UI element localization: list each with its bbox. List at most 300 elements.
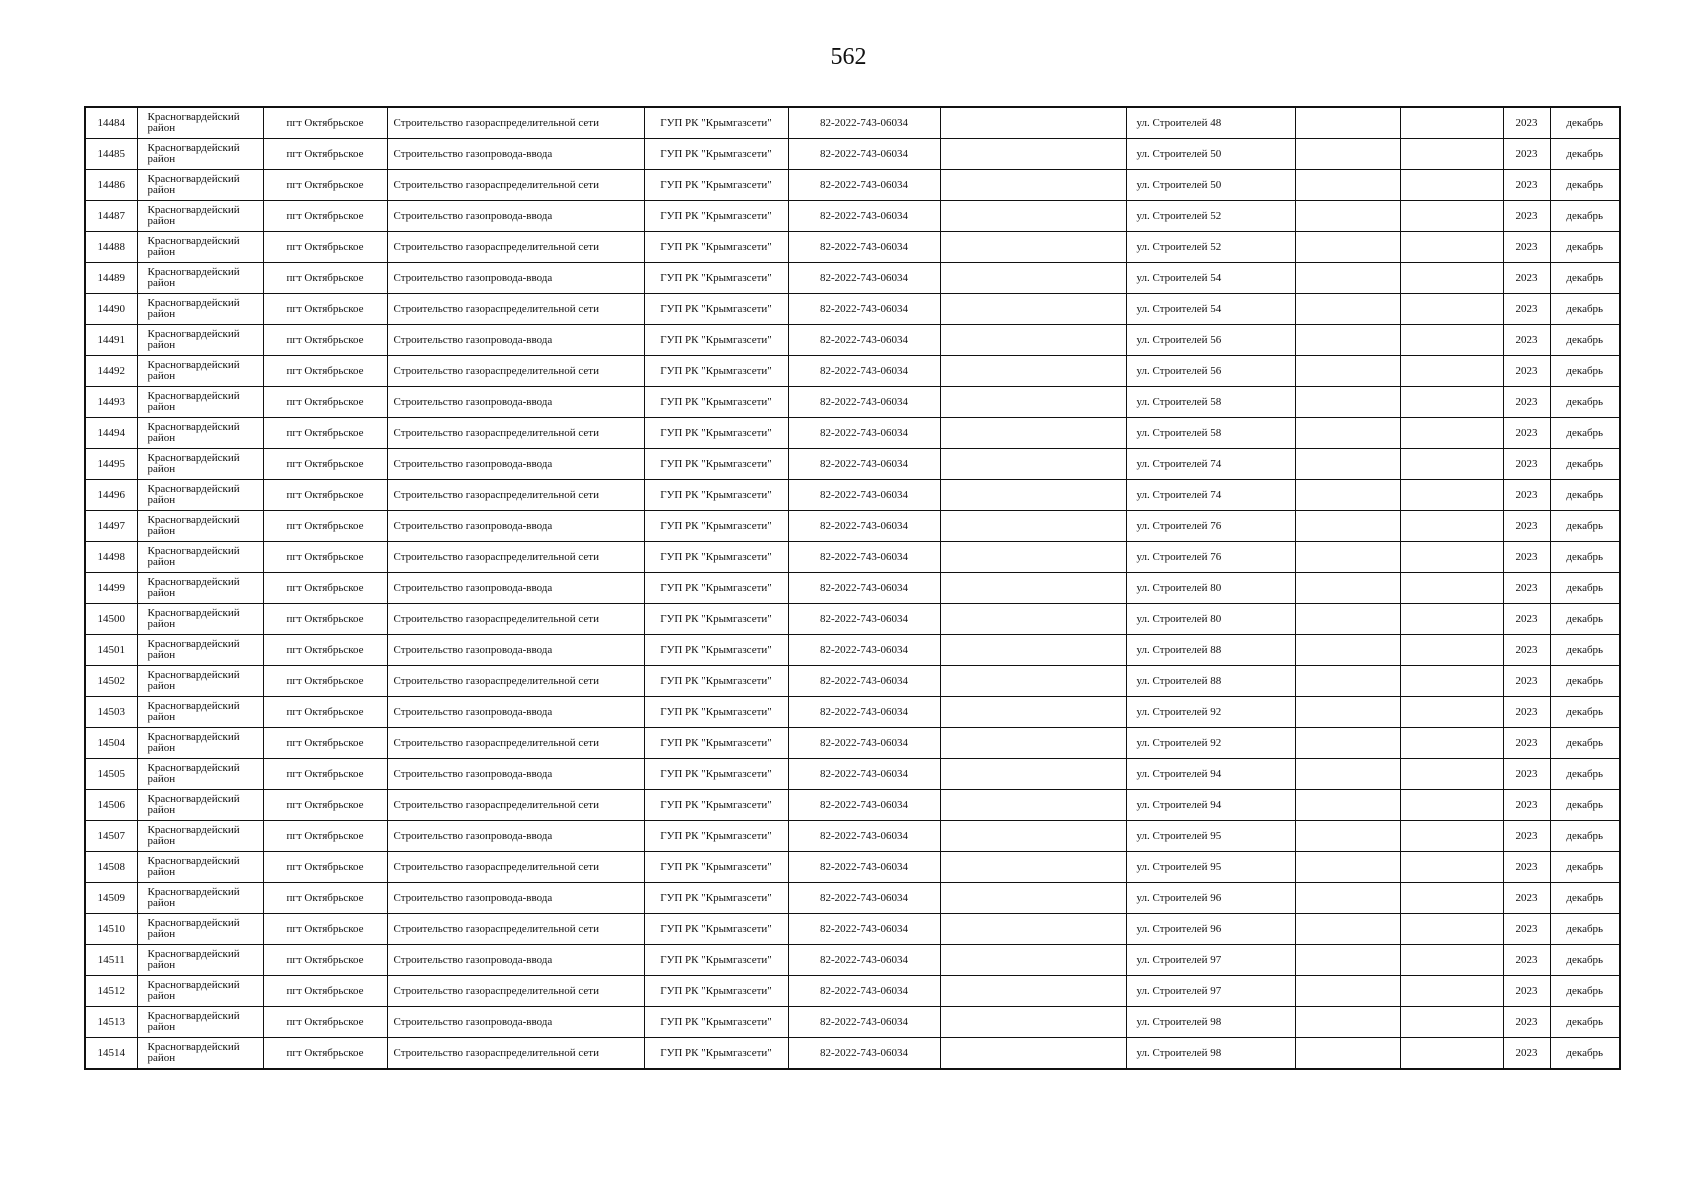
month: декабрь (1550, 511, 1620, 542)
month: декабрь (1550, 139, 1620, 170)
month: декабрь (1550, 666, 1620, 697)
street-address: ул. Строителей 54 (1126, 294, 1295, 325)
month: декабрь (1550, 449, 1620, 480)
district-name: Красногвардейский район (137, 387, 263, 418)
blank-cell (1400, 945, 1503, 976)
blank-cell (1295, 139, 1400, 170)
street-address: ул. Строителей 50 (1126, 170, 1295, 201)
blank-cell (1295, 511, 1400, 542)
street-address: ул. Строителей 52 (1126, 232, 1295, 263)
street-address: ул. Строителей 54 (1126, 263, 1295, 294)
month: декабрь (1550, 573, 1620, 604)
month: декабрь (1550, 1038, 1620, 1070)
organization: ГУП РК "Крымгазсети" (644, 573, 788, 604)
blank-cell (1400, 107, 1503, 139)
street-address: ул. Строителей 76 (1126, 511, 1295, 542)
street-address: ул. Строителей 80 (1126, 573, 1295, 604)
year: 2023 (1503, 418, 1550, 449)
blank-cell (1295, 325, 1400, 356)
table-row (85, 139, 1620, 170)
settlement-name: пгт Октябрьское (263, 201, 387, 232)
year: 2023 (1503, 232, 1550, 263)
settlement-name: пгт Октябрьское (263, 945, 387, 976)
project-code: 82-2022-743-06034 (788, 418, 940, 449)
blank-cell (940, 263, 1126, 294)
settlement-name: пгт Октябрьское (263, 852, 387, 883)
work-type: Строительство газораспределительной сети (387, 294, 644, 325)
project-code: 82-2022-743-06034 (788, 449, 940, 480)
settlement-name: пгт Октябрьское (263, 635, 387, 666)
organization: ГУП РК "Крымгазсети" (644, 294, 788, 325)
table-row (85, 356, 1620, 387)
year: 2023 (1503, 728, 1550, 759)
blank-cell (1400, 1038, 1503, 1070)
project-code: 82-2022-743-06034 (788, 263, 940, 294)
project-code: 82-2022-743-06034 (788, 542, 940, 573)
year: 2023 (1503, 107, 1550, 139)
registry-rows (85, 107, 1620, 1069)
settlement-name: пгт Октябрьское (263, 790, 387, 821)
blank-cell (940, 232, 1126, 263)
blank-cell (1295, 449, 1400, 480)
project-code: 82-2022-743-06034 (788, 170, 940, 201)
record-number: 14494 (85, 418, 137, 449)
district-name: Красногвардейский район (137, 325, 263, 356)
year: 2023 (1503, 449, 1550, 480)
project-code: 82-2022-743-06034 (788, 356, 940, 387)
settlement-name: пгт Октябрьское (263, 914, 387, 945)
month: декабрь (1550, 294, 1620, 325)
blank-cell (1400, 263, 1503, 294)
table-row (85, 263, 1620, 294)
blank-cell (940, 573, 1126, 604)
year: 2023 (1503, 914, 1550, 945)
table-row (85, 232, 1620, 263)
record-number: 14486 (85, 170, 137, 201)
organization: ГУП РК "Крымгазсети" (644, 480, 788, 511)
work-type: Строительство газопровода-ввода (387, 883, 644, 914)
project-code: 82-2022-743-06034 (788, 914, 940, 945)
district-name: Красногвардейский район (137, 418, 263, 449)
work-type: Строительство газораспределительной сети (387, 480, 644, 511)
record-number: 14504 (85, 728, 137, 759)
month: декабрь (1550, 883, 1620, 914)
project-code: 82-2022-743-06034 (788, 976, 940, 1007)
page-number: 562 (830, 44, 867, 70)
registry-table (84, 106, 1621, 1070)
table-row (85, 728, 1620, 759)
district-name: Красногвардейский район (137, 263, 263, 294)
blank-cell (940, 635, 1126, 666)
blank-cell (940, 976, 1126, 1007)
blank-cell (940, 511, 1126, 542)
blank-cell (1400, 1007, 1503, 1038)
street-address: ул. Строителей 92 (1126, 728, 1295, 759)
blank-cell (1295, 821, 1400, 852)
settlement-name: пгт Октябрьское (263, 418, 387, 449)
work-type: Строительство газопровода-ввода (387, 697, 644, 728)
blank-cell (1400, 139, 1503, 170)
project-code: 82-2022-743-06034 (788, 511, 940, 542)
district-name: Красногвардейский район (137, 573, 263, 604)
blank-cell (1400, 790, 1503, 821)
street-address: ул. Строителей 88 (1126, 635, 1295, 666)
project-code: 82-2022-743-06034 (788, 232, 940, 263)
record-number: 14489 (85, 263, 137, 294)
month: декабрь (1550, 201, 1620, 232)
district-name: Красногвардейский район (137, 883, 263, 914)
blank-cell (940, 666, 1126, 697)
organization: ГУП РК "Крымгазсети" (644, 728, 788, 759)
blank-cell (1400, 170, 1503, 201)
record-number: 14514 (85, 1038, 137, 1070)
project-code: 82-2022-743-06034 (788, 697, 940, 728)
settlement-name: пгт Октябрьское (263, 232, 387, 263)
year: 2023 (1503, 883, 1550, 914)
blank-cell (940, 883, 1126, 914)
district-name: Красногвардейский район (137, 170, 263, 201)
work-type: Строительство газопровода-ввода (387, 821, 644, 852)
district-name: Красногвардейский район (137, 449, 263, 480)
blank-cell (940, 449, 1126, 480)
blank-cell (1295, 728, 1400, 759)
table-row (85, 418, 1620, 449)
table-row (85, 852, 1620, 883)
record-number: 14492 (85, 356, 137, 387)
work-type: Строительство газораспределительной сети (387, 790, 644, 821)
street-address: ул. Строителей 94 (1126, 759, 1295, 790)
blank-cell (1295, 1007, 1400, 1038)
blank-cell (940, 542, 1126, 573)
year: 2023 (1503, 945, 1550, 976)
table-row (85, 480, 1620, 511)
organization: ГУП РК "Крымгазсети" (644, 1007, 788, 1038)
month: декабрь (1550, 1007, 1620, 1038)
project-code: 82-2022-743-06034 (788, 883, 940, 914)
organization: ГУП РК "Крымгазсети" (644, 107, 788, 139)
table-row (85, 976, 1620, 1007)
blank-cell (1295, 573, 1400, 604)
project-code: 82-2022-743-06034 (788, 604, 940, 635)
organization: ГУП РК "Крымгазсети" (644, 852, 788, 883)
organization: ГУП РК "Крымгазсети" (644, 170, 788, 201)
project-code: 82-2022-743-06034 (788, 821, 940, 852)
year: 2023 (1503, 697, 1550, 728)
settlement-name: пгт Октябрьское (263, 356, 387, 387)
district-name: Красногвардейский район (137, 511, 263, 542)
table-row (85, 449, 1620, 480)
project-code: 82-2022-743-06034 (788, 387, 940, 418)
record-number: 14501 (85, 635, 137, 666)
year: 2023 (1503, 294, 1550, 325)
blank-cell (1295, 1038, 1400, 1070)
work-type: Строительство газопровода-ввода (387, 387, 644, 418)
blank-cell (940, 139, 1126, 170)
blank-cell (1400, 635, 1503, 666)
settlement-name: пгт Октябрьское (263, 1007, 387, 1038)
work-type: Строительство газораспределительной сети (387, 914, 644, 945)
table-row (85, 325, 1620, 356)
table-row (85, 790, 1620, 821)
record-number: 14510 (85, 914, 137, 945)
work-type: Строительство газораспределительной сети (387, 604, 644, 635)
district-name: Красногвардейский район (137, 945, 263, 976)
table-row (85, 387, 1620, 418)
record-number: 14495 (85, 449, 137, 480)
organization: ГУП РК "Крымгазсети" (644, 449, 788, 480)
organization: ГУП РК "Крымгазсети" (644, 821, 788, 852)
table-row (85, 170, 1620, 201)
district-name: Красногвардейский район (137, 201, 263, 232)
street-address: ул. Строителей 97 (1126, 976, 1295, 1007)
street-address: ул. Строителей 96 (1126, 914, 1295, 945)
year: 2023 (1503, 635, 1550, 666)
table-row (85, 542, 1620, 573)
blank-cell (1400, 201, 1503, 232)
project-code: 82-2022-743-06034 (788, 1007, 940, 1038)
record-number: 14502 (85, 666, 137, 697)
district-name: Красногвардейский район (137, 480, 263, 511)
street-address: ул. Строителей 74 (1126, 480, 1295, 511)
organization: ГУП РК "Крымгазсети" (644, 387, 788, 418)
record-number: 14496 (85, 480, 137, 511)
month: декабрь (1550, 604, 1620, 635)
blank-cell (1295, 263, 1400, 294)
record-number: 14503 (85, 697, 137, 728)
blank-cell (940, 201, 1126, 232)
year: 2023 (1503, 356, 1550, 387)
blank-cell (1400, 418, 1503, 449)
month: декабрь (1550, 976, 1620, 1007)
organization: ГУП РК "Крымгазсети" (644, 976, 788, 1007)
organization: ГУП РК "Крымгазсети" (644, 914, 788, 945)
settlement-name: пгт Октябрьское (263, 1038, 387, 1070)
project-code: 82-2022-743-06034 (788, 852, 940, 883)
blank-cell (1295, 170, 1400, 201)
district-name: Красногвардейский район (137, 542, 263, 573)
district-name: Красногвардейский район (137, 666, 263, 697)
street-address: ул. Строителей 48 (1126, 107, 1295, 139)
street-address: ул. Строителей 88 (1126, 666, 1295, 697)
work-type: Строительство газопровода-ввода (387, 945, 644, 976)
blank-cell (1295, 666, 1400, 697)
blank-cell (1400, 976, 1503, 1007)
street-address: ул. Строителей 98 (1126, 1007, 1295, 1038)
year: 2023 (1503, 1038, 1550, 1070)
table-row (85, 1038, 1620, 1070)
work-type: Строительство газораспределительной сети (387, 852, 644, 883)
month: декабрь (1550, 759, 1620, 790)
blank-cell (940, 759, 1126, 790)
settlement-name: пгт Октябрьское (263, 697, 387, 728)
settlement-name: пгт Октябрьское (263, 294, 387, 325)
blank-cell (1295, 542, 1400, 573)
table-row (85, 511, 1620, 542)
blank-cell (940, 418, 1126, 449)
blank-cell (940, 728, 1126, 759)
project-code: 82-2022-743-06034 (788, 201, 940, 232)
blank-cell (1295, 232, 1400, 263)
district-name: Красногвардейский район (137, 139, 263, 170)
work-type: Строительство газопровода-ввода (387, 263, 644, 294)
district-name: Красногвардейский район (137, 1007, 263, 1038)
organization: ГУП РК "Крымгазсети" (644, 542, 788, 573)
work-type: Строительство газораспределительной сети (387, 170, 644, 201)
project-code: 82-2022-743-06034 (788, 107, 940, 139)
record-number: 14493 (85, 387, 137, 418)
blank-cell (940, 604, 1126, 635)
organization: ГУП РК "Крымгазсети" (644, 635, 788, 666)
settlement-name: пгт Октябрьское (263, 604, 387, 635)
street-address: ул. Строителей 92 (1126, 697, 1295, 728)
project-code: 82-2022-743-06034 (788, 945, 940, 976)
settlement-name: пгт Октябрьское (263, 542, 387, 573)
work-type: Строительство газораспределительной сети (387, 666, 644, 697)
record-number: 14505 (85, 759, 137, 790)
settlement-name: пгт Октябрьское (263, 387, 387, 418)
blank-cell (940, 790, 1126, 821)
blank-cell (1295, 790, 1400, 821)
blank-cell (1295, 945, 1400, 976)
work-type: Строительство газопровода-ввода (387, 573, 644, 604)
month: декабрь (1550, 418, 1620, 449)
settlement-name: пгт Октябрьское (263, 449, 387, 480)
district-name: Красногвардейский район (137, 604, 263, 635)
month: декабрь (1550, 697, 1620, 728)
blank-cell (1295, 480, 1400, 511)
work-type: Строительство газопровода-ввода (387, 511, 644, 542)
district-name: Красногвардейский район (137, 294, 263, 325)
blank-cell (940, 1007, 1126, 1038)
project-code: 82-2022-743-06034 (788, 635, 940, 666)
blank-cell (1295, 387, 1400, 418)
year: 2023 (1503, 976, 1550, 1007)
project-code: 82-2022-743-06034 (788, 325, 940, 356)
blank-cell (1400, 480, 1503, 511)
organization: ГУП РК "Крымгазсети" (644, 790, 788, 821)
organization: ГУП РК "Крымгазсети" (644, 418, 788, 449)
month: декабрь (1550, 790, 1620, 821)
street-address: ул. Строителей 58 (1126, 418, 1295, 449)
blank-cell (1400, 883, 1503, 914)
work-type: Строительство газораспределительной сети (387, 728, 644, 759)
year: 2023 (1503, 511, 1550, 542)
project-code: 82-2022-743-06034 (788, 759, 940, 790)
work-type: Строительство газораспределительной сети (387, 356, 644, 387)
table-row (85, 1007, 1620, 1038)
record-number: 14485 (85, 139, 137, 170)
settlement-name: пгт Октябрьское (263, 976, 387, 1007)
record-number: 14507 (85, 821, 137, 852)
blank-cell (1400, 232, 1503, 263)
year: 2023 (1503, 387, 1550, 418)
organization: ГУП РК "Крымгазсети" (644, 604, 788, 635)
project-code: 82-2022-743-06034 (788, 728, 940, 759)
settlement-name: пгт Октябрьское (263, 759, 387, 790)
month: декабрь (1550, 945, 1620, 976)
street-address: ул. Строителей 56 (1126, 325, 1295, 356)
blank-cell (1295, 604, 1400, 635)
settlement-name: пгт Октябрьское (263, 139, 387, 170)
work-type: Строительство газораспределительной сети (387, 232, 644, 263)
blank-cell (940, 294, 1126, 325)
blank-cell (940, 356, 1126, 387)
work-type: Строительство газораспределительной сети (387, 976, 644, 1007)
record-number: 14509 (85, 883, 137, 914)
district-name: Красногвардейский район (137, 635, 263, 666)
blank-cell (940, 914, 1126, 945)
month: декабрь (1550, 480, 1620, 511)
month: декабрь (1550, 356, 1620, 387)
table-row (85, 759, 1620, 790)
table-row (85, 294, 1620, 325)
street-address: ул. Строителей 98 (1126, 1038, 1295, 1070)
blank-cell (940, 170, 1126, 201)
year: 2023 (1503, 604, 1550, 635)
blank-cell (1400, 914, 1503, 945)
work-type: Строительство газопровода-ввода (387, 635, 644, 666)
blank-cell (1400, 604, 1503, 635)
work-type: Строительство газораспределительной сети (387, 107, 644, 139)
table-row (85, 883, 1620, 914)
record-number: 14508 (85, 852, 137, 883)
blank-cell (1295, 976, 1400, 1007)
month: декабрь (1550, 852, 1620, 883)
year: 2023 (1503, 201, 1550, 232)
organization: ГУП РК "Крымгазсети" (644, 666, 788, 697)
blank-cell (1400, 294, 1503, 325)
blank-cell (1400, 542, 1503, 573)
year: 2023 (1503, 759, 1550, 790)
blank-cell (1295, 294, 1400, 325)
district-name: Красногвардейский район (137, 1038, 263, 1070)
street-address: ул. Строителей 56 (1126, 356, 1295, 387)
project-code: 82-2022-743-06034 (788, 573, 940, 604)
table-row (85, 201, 1620, 232)
district-name: Красногвардейский район (137, 232, 263, 263)
organization: ГУП РК "Крымгазсети" (644, 511, 788, 542)
district-name: Красногвардейский район (137, 107, 263, 139)
settlement-name: пгт Октябрьское (263, 107, 387, 139)
blank-cell (1295, 418, 1400, 449)
district-name: Красногвардейский район (137, 356, 263, 387)
district-name: Красногвардейский район (137, 914, 263, 945)
street-address: ул. Строителей 80 (1126, 604, 1295, 635)
month: декабрь (1550, 728, 1620, 759)
blank-cell (940, 697, 1126, 728)
organization: ГУП РК "Крымгазсети" (644, 356, 788, 387)
blank-cell (940, 821, 1126, 852)
year: 2023 (1503, 666, 1550, 697)
year: 2023 (1503, 170, 1550, 201)
year: 2023 (1503, 1007, 1550, 1038)
district-name: Красногвардейский район (137, 976, 263, 1007)
street-address: ул. Строителей 58 (1126, 387, 1295, 418)
settlement-name: пгт Октябрьское (263, 263, 387, 294)
blank-cell (1400, 325, 1503, 356)
record-number: 14511 (85, 945, 137, 976)
month: декабрь (1550, 325, 1620, 356)
blank-cell (1295, 914, 1400, 945)
blank-cell (1295, 635, 1400, 666)
month: декабрь (1550, 821, 1620, 852)
street-address: ул. Строителей 97 (1126, 945, 1295, 976)
project-code: 82-2022-743-06034 (788, 139, 940, 170)
table-row (85, 604, 1620, 635)
organization: ГУП РК "Крымгазсети" (644, 325, 788, 356)
project-code: 82-2022-743-06034 (788, 790, 940, 821)
project-code: 82-2022-743-06034 (788, 666, 940, 697)
